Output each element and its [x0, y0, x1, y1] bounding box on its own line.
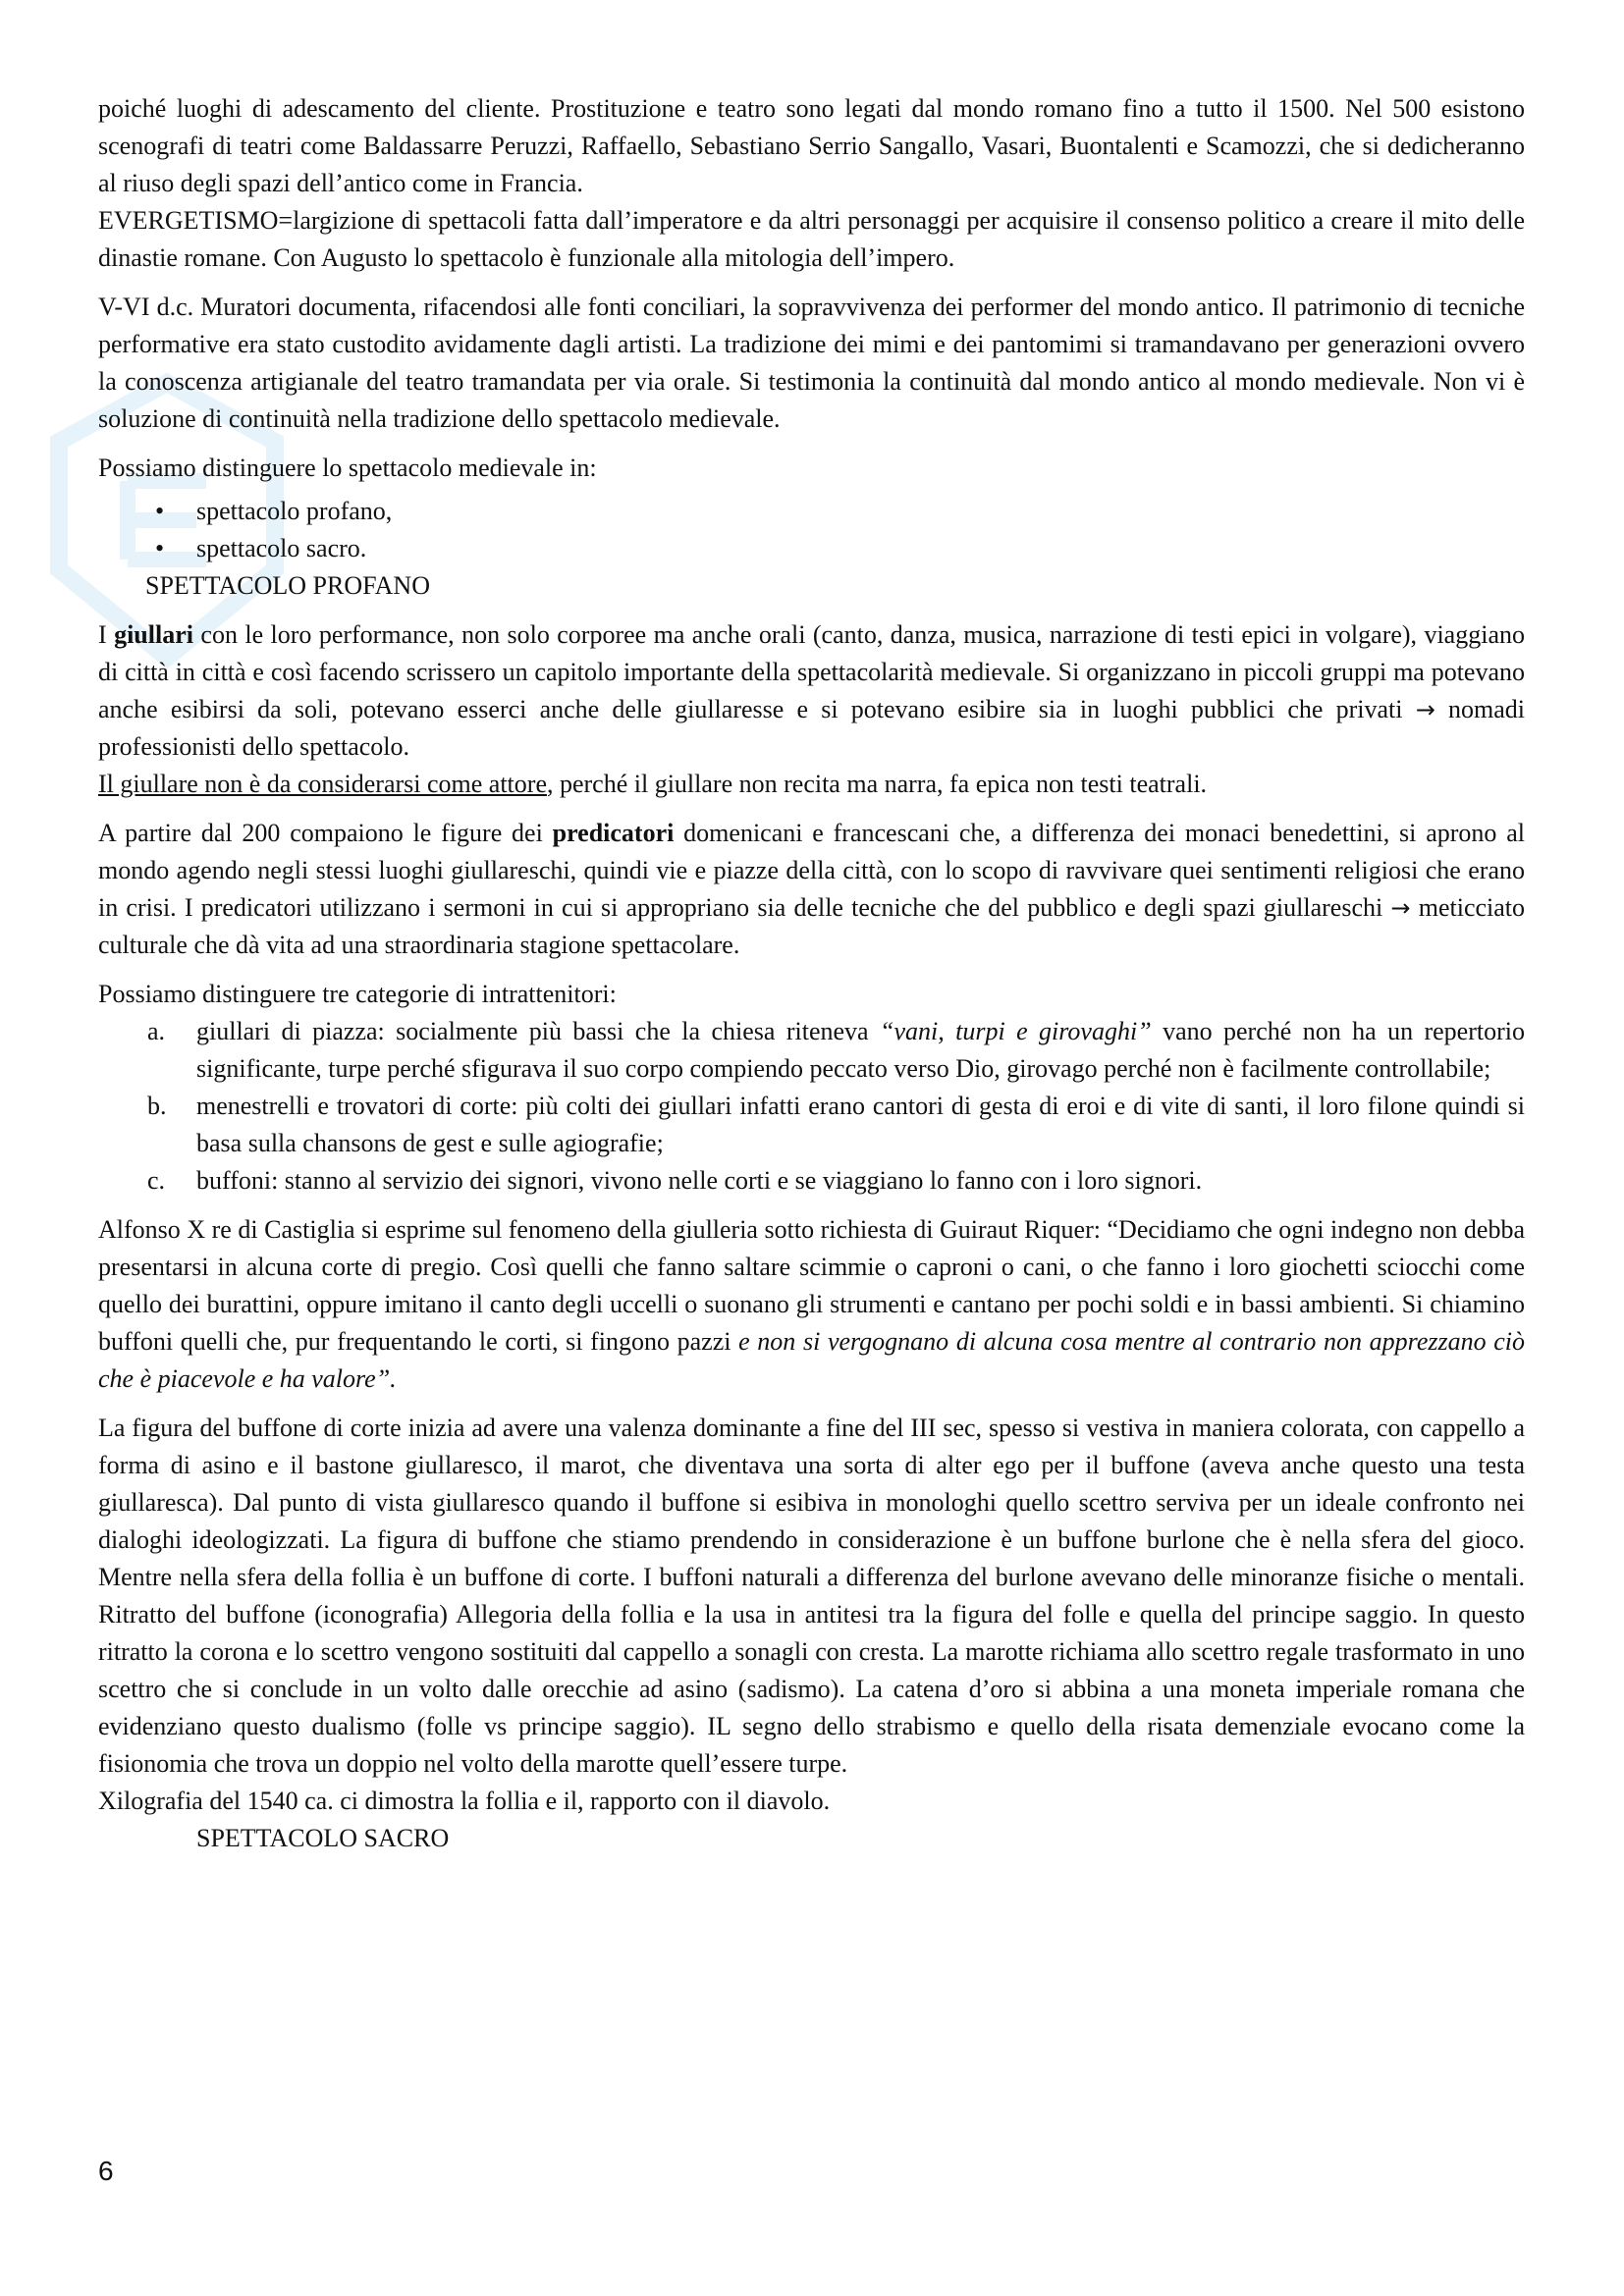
- paragraph-distinction-intro: Possiamo distinguere lo spettacolo medievale in:: [98, 454, 597, 482]
- paragraph-giullare-attore: Il giullare non è da considerarsi come attore, perché il giullare non recita ma narra, fa epica non testi teatrali.: [98, 770, 1208, 798]
- section-heading-profano: SPETTACOLO PROFANO: [145, 571, 430, 600]
- bullet-item-profano: • spettacolo profano,: [98, 493, 1525, 530]
- list-item-menestrelli: b. menestrelli e trovatori di corte: più colti dei giullari infatti erano cantori di gesta di eroi e di vite di santi, il loro filone quindi si basa sulla chansons de gest e sulle agiografie;: [147, 1092, 1525, 1157]
- underlined-statement: Il giullare non è da considerarsi come attore: [98, 770, 547, 798]
- paragraph-buffone-corte: La figura del buffone di corte inizia ad avere una valenza dominante a fine del III sec, spesso si vestiva in maniera colorata, con cappello a forma di asino e il bastone giullaresco, il marot, che diventava una sorta di alter ego per il buffone (aveva anche questo una testa giullaresca). Dal punto di vista giullaresco quando il buffone si esibiva in monologhi quello scettro serviva per un ideale confronto nei dialoghi ideologizzati. La figura di buffone che stiamo prendendo in considerazione è un buffone burlone che è nella sfera del gioco. Mentre nella sfera della follia è un buffone di corte. I buffoni naturali a differenza del burlone avevano delle minoranze fisiche o mentali. Ritratto del buffone (iconografia) Allegoria della follia e la usa in antitesi tra la figura del folle e quella del principe saggio. In questo ritratto la corona e lo scettro vengono sostituiti dal cappello a sonagli con cresta. La marotte richiama allo scettro regale trasformato in uno scettro che si conclude in un volto dalle orecchie ad asino (sadismo). La catena d’oro si abbina a una moneta imperiale romana che evidenziano questo dualismo (folle vs principe saggio). IL segno dello strabismo e quello della risata demenziale evocano come la fisionomia che trova un doppio nel volto della marotte quell’essere turpe.: [98, 1414, 1525, 1778]
- list-item-buffoni: c. buffoni: stanno al servizio dei signori, vivono nelle corti e se viaggiano lo fanno con i loro signori.: [147, 1166, 1203, 1195]
- paragraph-prostitution-theatre: poiché luoghi di adescamento del cliente. Prostituzione e teatro sono legati dal mondo romano fino a tutto il 1500. Nel 500 esistono scenografi di teatri come Baldassarre Peruzzi, Raffaello, Sebastiano Serrio Sangallo, Vasari, Buontalenti e Scamozzi, che si dedicheranno al riuso degli spazi dell’antico come in Francia.: [98, 94, 1525, 197]
- term-giullari: giullari: [114, 620, 193, 649]
- term-predicatori: predicatori: [552, 819, 675, 847]
- categories-list: [98, 1013, 1525, 1200]
- document-body: [98, 90, 1525, 1857]
- paragraph-giullari: I giullari con le loro performance, non solo corporee ma anche orali (canto, danza, musica, narrazione di testi epici in volgare), viaggiano di città in città e così facendo scrissero un capitolo importante della spettacolarità medievale. Si organizzano in piccoli gruppi ma potevano anche esibirsi da soli, potevano esserci anche delle giullaresse e si potevano esibire sia in luoghi pubblici che privati → nomadi professionisti dello spettacolo.: [98, 620, 1525, 761]
- paragraph-xilografia: Xilografia del 1540 ca. ci dimostra la follia e il, rapporto con il diavolo.: [98, 1787, 831, 1815]
- paragraph-alfonso: Alfonso X re di Castiglia si esprime sul fenomeno della giulleria sotto richiesta di Guiraut Riquer: “Decidiamo che ogni indegno non debba presentarsi in alcuna corte di pregio. Così quelli che fanno saltare scimmie o caproni o cani, o che fanno i loro giochetti sciocchi come quello dei burattini, oppure imitano il canto degli uccelli o suonano gli strumenti e cantano per pochi soldi e in bassi ambienti. Si chiamino buffoni quelli che, pur frequentando le corti, si fingono pazzi e non si vergognano di alcuna cosa mentre al contrario non apprezzano ciò che è piacevole e ha valore”.: [98, 1215, 1526, 1393]
- paragraph-categories-intro: Possiamo distinguere tre categorie di intrattenitori:: [98, 980, 617, 1008]
- paragraph-evergetismo: EVERGETISMO=largizione di spettacoli fatta dall’imperatore e da altri personaggi per acquisire il consenso politico a creare il mito delle dinastie romane. Con Augusto lo spettacolo è funzionale alla mitologia dell’impero.: [98, 206, 1525, 272]
- section-heading-sacro: SPETTACOLO SACRO: [196, 1824, 450, 1852]
- page-number: 6: [98, 2156, 114, 2186]
- paragraph-muratori: V-VI d.c. Muratori documenta, rifacendosi alle fonti conciliari, la sopravvivenza dei performer del mondo antico. Il patrimonio di tecniche performative era stato custodito avidamente dagli artisti. La tradizione dei mimi e dei pantomimi si tramandavano per generazioni ovvero la conoscenza artigianale del teatro tramandata per via orale. Si testimonia la continuità dal mondo antico al mondo medievale. Non vi è soluzione di continuità nella tradizione dello spettacolo medievale.: [98, 293, 1525, 433]
- arrow-right-icon: →: [1390, 894, 1411, 922]
- bullet-item-sacro: • spettacolo sacro.: [98, 530, 1525, 567]
- bullet-list: [98, 493, 1525, 567]
- list-item-giullari-piazza: a. giullari di piazza: socialmente più bassi che la chiesa riteneva “vani, turpi e girovaghi” vano perché non ha un repertorio significante, turpe perché sfigurava il suo corpo compiendo peccato verso Dio, girovago perché non è facilmente controllabile;: [147, 1017, 1525, 1083]
- arrow-right-icon: →: [1415, 696, 1435, 723]
- paragraph-predicatori: A partire dal 200 compaiono le figure dei predicatori domenicani e francescani che, a differenza dei monaci benedettini, si aprono al mondo agendo negli stessi luoghi giullareschi, quindi vie e piazze della città, con lo scopo di ravvivare quei sentimenti religiosi che erano in crisi. I predicatori utilizzano i sermoni in cui si appropriano sia delle tecniche che del pubblico e degli spazi giullareschi → meticciato culturale che dà vita ad una straordinaria stagione spettacolare.: [98, 819, 1526, 959]
